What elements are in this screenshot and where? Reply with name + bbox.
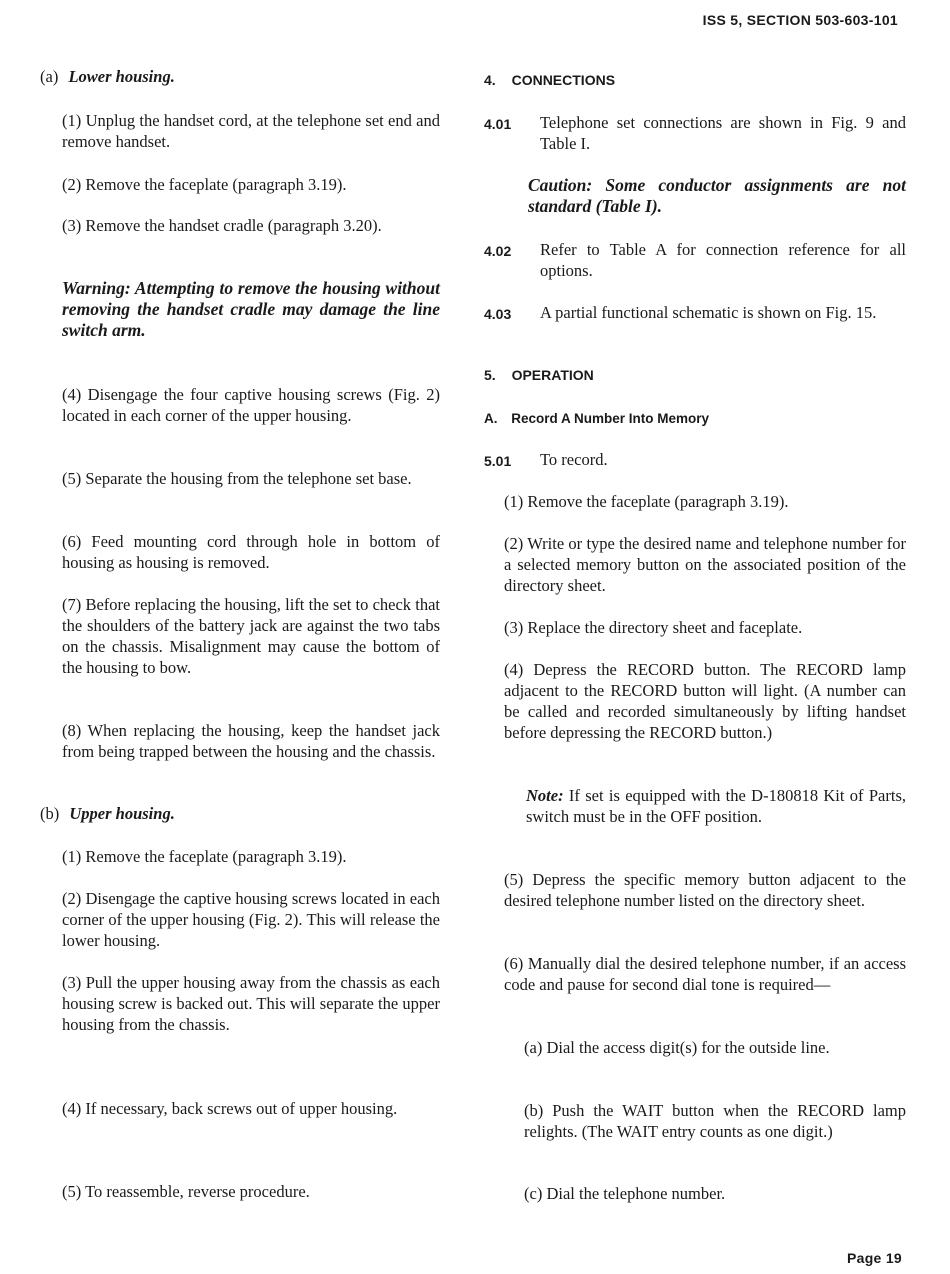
warning-text: Attempting to remove the housing without removing the handset cradle may damage the line switch arm.	[62, 278, 440, 340]
subsection-a-heading: (a) Lower housing.	[40, 67, 175, 86]
note-block	[526, 785, 906, 827]
list-item: (5) Separate the housing from the telephone set base.	[62, 469, 412, 488]
list-item: (4) Disengage the four captive housing screws (Fig. 2) located in each corner of the upper housing.	[62, 385, 441, 425]
sub-list-item: (b) Push the WAIT button when the RECORD lamp relights. (The WAIT entry counts as one digit.)	[524, 1101, 906, 1141]
list-item: (4) If necessary, back screws out of upper housing.	[62, 1099, 398, 1118]
list-item: (6) Manually dial the desired telephone number, if an access code and pause for second dial tone is required—	[504, 954, 907, 994]
note-label: Note:	[526, 786, 564, 805]
subsection-A-heading: A. Record A Number Into Memory	[484, 411, 710, 426]
section-5-heading: 5. OPERATION	[484, 367, 594, 383]
paragraph-4-02: Refer to Table A for connection reference for all options.	[540, 240, 906, 280]
section-4-heading: 4. CONNECTIONS	[484, 72, 616, 88]
list-item: (7) Before replacing the housing, lift the set to check that the shoulders of the battery jack are against the two tabs on the chassis. Misalignment may cause the bottom of the housing to bow.	[62, 595, 441, 677]
paragraph-number: 4.01	[484, 116, 512, 132]
caution-text: Some conductor assignments are not standard (Table I).	[528, 175, 906, 216]
list-item: (3) Replace the directory sheet and faceplate.	[504, 618, 803, 637]
warning-label: Warning:	[62, 278, 131, 298]
list-item: (2) Disengage the captive housing screws located in each corner of the upper housing (Fig. 2). This will release the lower housing.	[62, 889, 440, 950]
caution-note	[528, 175, 906, 217]
list-item: (1) Unplug the handset cord, at the telephone set end and remove handset.	[62, 111, 441, 151]
list-item: (8) When replacing the housing, keep the handset jack from being trapped between the housing and the chassis.	[62, 721, 441, 761]
list-item: (5) To reassemble, reverse procedure.	[62, 1182, 310, 1201]
list-item: (1) Remove the faceplate (paragraph 3.19).	[62, 847, 347, 866]
list-item: (2) Write or type the desired name and telephone number for a selected memory button on the associated position of the directory sheet.	[504, 534, 907, 595]
sub-list-item: (c) Dial the telephone number.	[524, 1184, 726, 1203]
subsection-a-title: Lower housing.	[68, 67, 175, 86]
warning-note	[62, 278, 440, 341]
paragraph-number: 4.03	[484, 306, 512, 322]
paragraph-4-03: A partial functional schematic is shown on Fig. 15.	[540, 303, 877, 322]
running-header: ISS 5, SECTION 503-603-101	[702, 12, 898, 28]
list-item: (1) Remove the faceplate (paragraph 3.19).	[504, 492, 789, 511]
list-item: (4) Depress the RECORD button. The RECORD lamp adjacent to the RECORD button will light. (A number can be called and recorded simultaneously by lifting handset before depressing the RECORD button.)	[504, 660, 906, 742]
paragraph-5-01: To record.	[540, 450, 608, 469]
paragraph-number: 5.01	[484, 453, 512, 469]
list-item: (6) Feed mounting cord through hole in bottom of housing as housing is removed.	[62, 532, 441, 572]
sub-list-item: (a) Dial the access digit(s) for the outside line.	[524, 1038, 830, 1057]
list-item: (3) Remove the handset cradle (paragraph 3.20).	[62, 216, 382, 235]
list-item: (5) Depress the specific memory button adjacent to the desired telephone number listed on the directory sheet.	[504, 870, 907, 910]
caution-label: Caution:	[528, 175, 593, 195]
list-item: (2) Remove the faceplate (paragraph 3.19).	[62, 175, 347, 194]
paragraph-4-01: Telephone set connections are shown in Fig. 9 and Table I.	[540, 113, 906, 153]
paragraph-number: 4.02	[484, 243, 512, 259]
subsection-b-title: Upper housing.	[69, 804, 175, 823]
note-text: If set is equipped with the D-180818 Kit of Parts, switch must be in the OFF position.	[526, 786, 906, 826]
page-number: Page 19	[846, 1250, 902, 1266]
list-item: (3) Pull the upper housing away from the chassis as each housing screw is backed out. This will separate the upper housing from the chassis.	[62, 973, 440, 1034]
subsection-b-heading: (b) Upper housing.	[40, 804, 175, 823]
